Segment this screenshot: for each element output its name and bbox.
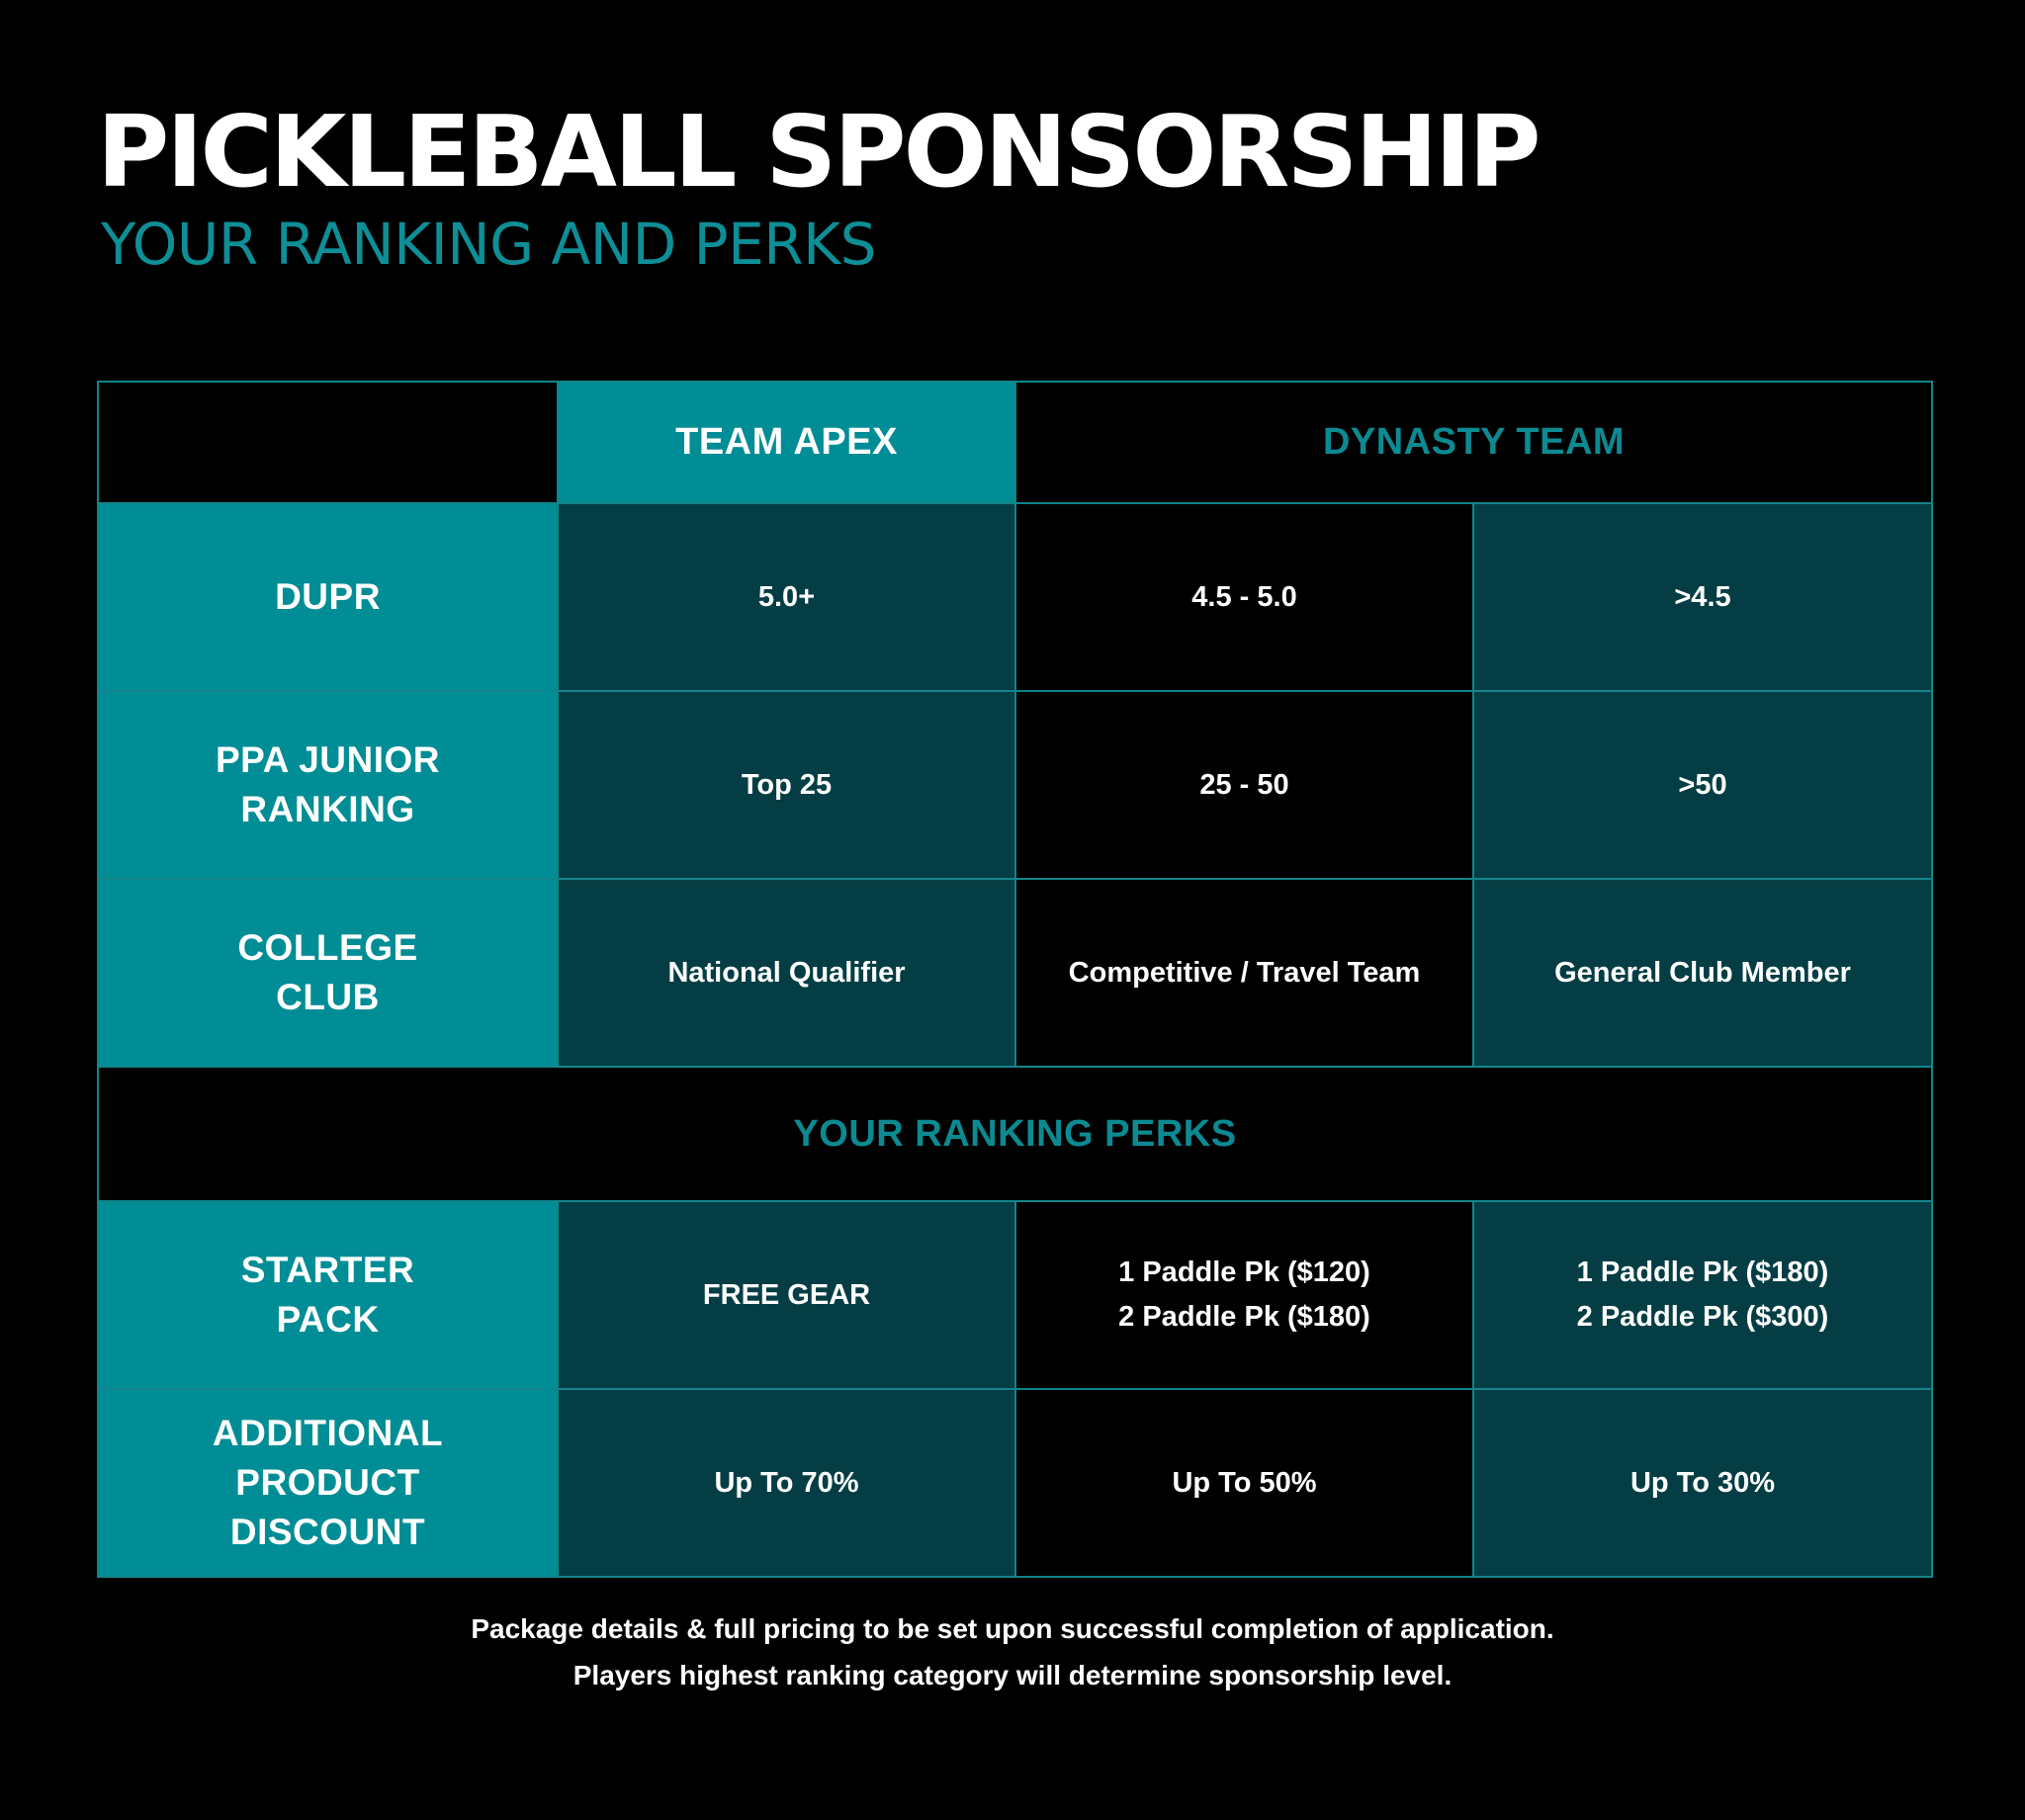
row-label-college-club — [98, 879, 558, 1067]
footnote-ranking: Players highest ranking category will determine sponsorship level. — [572, 1660, 1453, 1690]
cell-text: Up To 30% — [1629, 1466, 1776, 1499]
sponsorship-table — [97, 381, 1933, 1578]
cell-dynasty-base — [1473, 879, 1932, 1067]
cell-text: 4.5 - 5.0 — [1191, 580, 1297, 613]
cell-text: >50 — [1678, 768, 1727, 801]
cell-team-apex — [558, 1389, 1015, 1577]
row-label-line: STARTER — [240, 1250, 415, 1291]
cell-dynasty-mid — [1015, 1201, 1473, 1389]
cell-text: Up To 70% — [714, 1466, 859, 1499]
tier-header-row — [98, 382, 1932, 503]
row-label-line: PPA JUNIOR — [215, 739, 441, 781]
cell-team-apex — [558, 1201, 1015, 1389]
cell-text: General Club Member — [1554, 956, 1851, 989]
cell-text: Competitive / Travel Team — [1068, 956, 1421, 989]
cell-dynasty-base — [1473, 691, 1932, 879]
row-label-line: PRODUCT — [235, 1462, 420, 1504]
row-label-line: RANKING — [240, 789, 415, 829]
cell-team-apex — [558, 503, 1015, 691]
dynasty-team-header: DYNASTY TEAM — [1015, 382, 1932, 503]
page-title: PICKLEBALL SPONSORSHIP — [97, 94, 1539, 210]
row-label-line: CLUB — [276, 977, 380, 1017]
cell-dynasty-mid — [1015, 879, 1473, 1067]
table-row-dupr — [98, 503, 1932, 691]
cell-team-apex — [558, 879, 1015, 1067]
cell-dynasty-mid — [1015, 691, 1473, 879]
table-row-additional-product-discount — [98, 1389, 1932, 1577]
table-row-college-club — [98, 879, 1932, 1067]
cell-dynasty-mid — [1015, 1389, 1473, 1577]
team-apex-header: TEAM APEX — [558, 382, 1015, 503]
cell-text: >4.5 — [1674, 580, 1731, 613]
cell-dynasty-mid — [1015, 503, 1473, 691]
cell-text: National Qualifier — [667, 956, 906, 989]
cell-text: FREE GEAR — [702, 1278, 871, 1311]
cell-dynasty-base — [1473, 1201, 1932, 1389]
cell-text: Top 25 — [741, 768, 833, 801]
table-row-ppa-junior-ranking — [98, 691, 1932, 879]
cell-text: Up To 50% — [1172, 1466, 1317, 1499]
row-label-dupr — [98, 503, 558, 691]
cell-team-apex — [558, 691, 1015, 879]
cell-dynasty-base — [1473, 503, 1932, 691]
row-label-ppa-junior-ranking — [98, 691, 558, 879]
corner-cell — [98, 382, 558, 503]
row-label-starter-pack — [98, 1201, 558, 1389]
footnote-pricing: Package details & full pricing to be set upon successful completion of application. — [471, 1613, 1554, 1644]
row-label-line: COLLEGE — [237, 927, 418, 969]
row-label-line: DISCOUNT — [229, 1511, 426, 1552]
row-label-additional-product-discount — [98, 1389, 558, 1577]
row-label-line: PACK — [276, 1299, 380, 1340]
row-label-line: ADDITIONAL — [212, 1413, 444, 1454]
table-row-starter-pack — [98, 1201, 1932, 1389]
page-subtitle: YOUR RANKING AND PERKS — [101, 211, 876, 278]
perks-header-row — [98, 1067, 1932, 1201]
cell-text: 25 - 50 — [1199, 768, 1289, 801]
row-label-line: DUPR — [275, 576, 381, 618]
cell-text: 2 Paddle Pk ($300) — [1576, 1301, 1829, 1333]
cell-text: 2 Paddle Pk ($180) — [1118, 1301, 1370, 1333]
cell-text: 1 Paddle Pk ($120) — [1118, 1257, 1370, 1289]
perks-header: YOUR RANKING PERKS — [98, 1067, 1932, 1201]
cell-text: 1 Paddle Pk ($180) — [1576, 1257, 1829, 1289]
cell-text: 5.0+ — [757, 580, 816, 613]
cell-dynasty-base — [1473, 1389, 1932, 1577]
